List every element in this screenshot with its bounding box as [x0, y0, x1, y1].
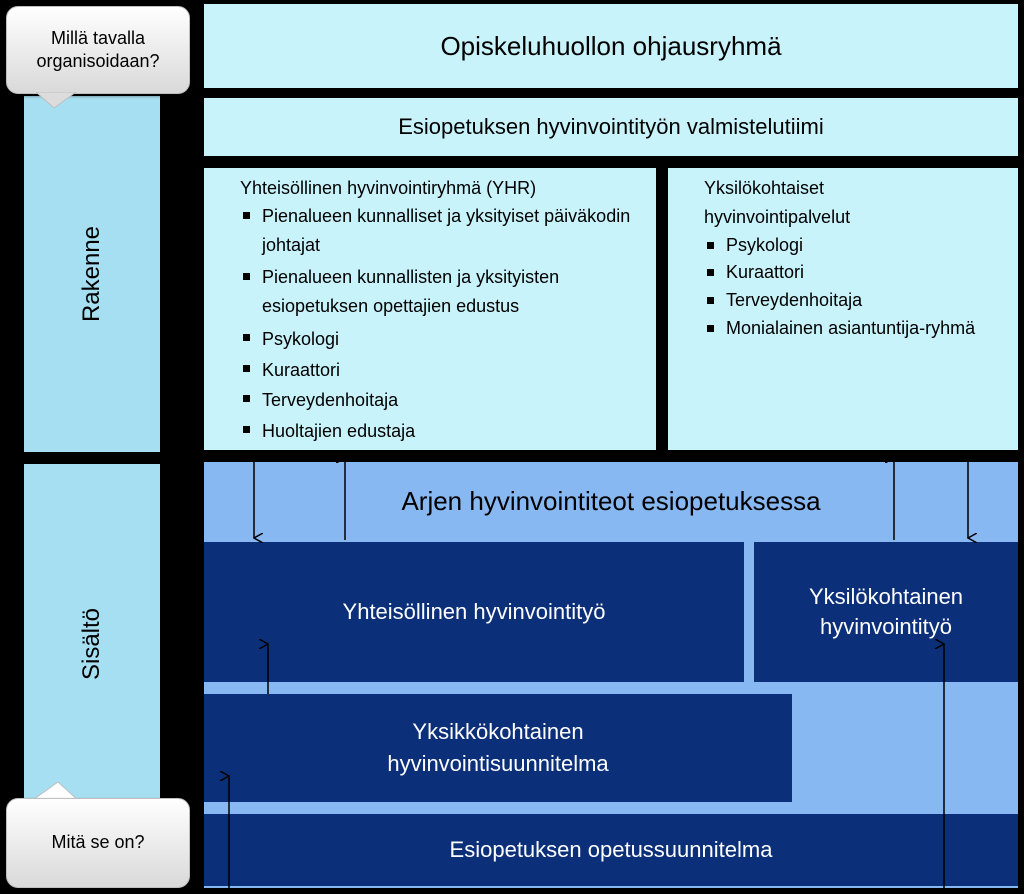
list-item: Kuraattori [240, 355, 656, 386]
community-work-label: Yhteisöllinen hyvinvointityö [342, 599, 606, 624]
organize-question-text: Millä tavalla organisoidaan? [36, 27, 160, 71]
structure-label: Rakenne [77, 225, 105, 323]
list-item: Huoltajien edustaja [240, 416, 656, 447]
list-item: Monialainen asiantuntija-ryhmä [704, 315, 998, 343]
daily-wellbeing-title: Arjen hyvinvointiteot esiopetuksessa [401, 485, 821, 516]
list-item: Terveydenhoitaja [704, 287, 998, 315]
list-item: Pienalueen kunnallisten ja yksityisten esiopetuksen opettajien edustus [240, 263, 656, 320]
list-item: Psykologi [704, 232, 998, 260]
list-item: Psykologi [240, 324, 656, 355]
unit-plan-label: Yksikkökohtainen hyvinvointisuunnitelma [387, 719, 609, 776]
curriculum-label: Esiopetuksen opetussuunnitelma [449, 837, 773, 862]
prep-team-label: Esiopetuksen hyvinvointityön valmistelutiimi [398, 114, 824, 139]
list-item: Terveydenhoitaja [240, 385, 656, 416]
community-group-title: Yhteisöllinen hyvinvointiryhmä (YHR) [240, 178, 537, 198]
individual-services-title: Yksilökohtaiset hyvinvointipalvelut [704, 178, 851, 227]
list-item: Pienalueen kunnalliset ja yksityiset päiväkodin johtajat [240, 202, 656, 259]
content-label: Sisältö [77, 607, 105, 681]
list-item: Kuraattori [704, 259, 998, 287]
individual-work-label: Yksilökohtainen hyvinvointityö [808, 584, 964, 639]
what-is-it-text: Mitä se on? [51, 832, 145, 853]
steering-group-label: Opiskeluhuollon ohjausryhmä [440, 30, 782, 61]
